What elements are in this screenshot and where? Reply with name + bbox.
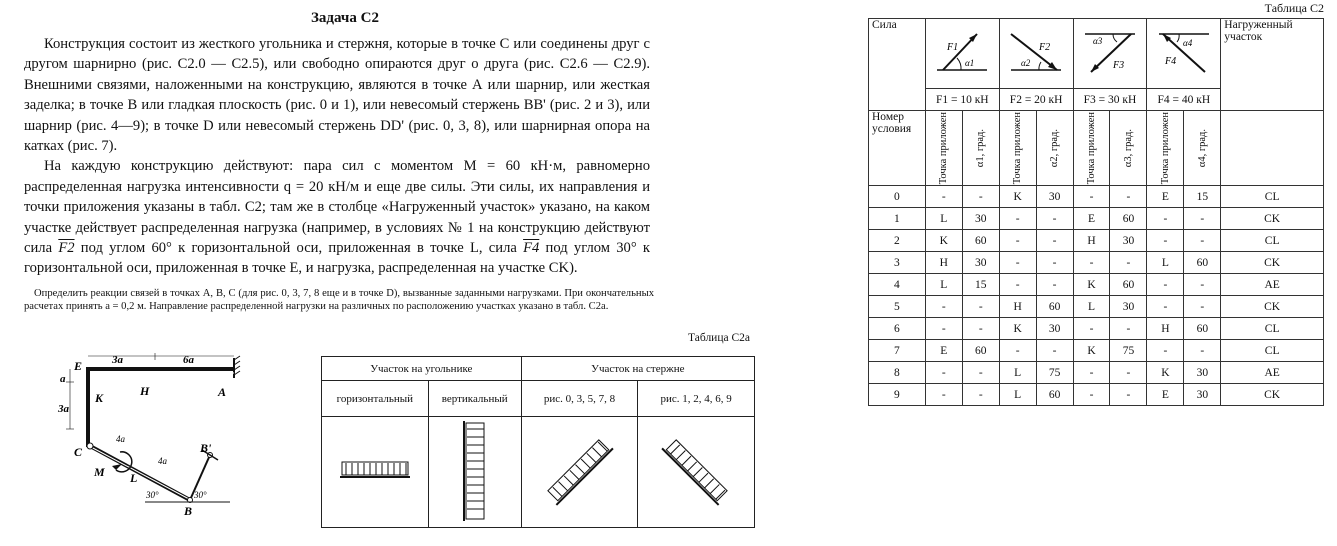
table-row	[869, 362, 1324, 384]
t2-f1-angle-header	[962, 111, 999, 186]
paragraph-2	[24, 156, 650, 278]
table-cell: -	[999, 208, 1036, 230]
t2-f3-angle-header	[1110, 111, 1147, 186]
condition-number-cell: 4	[869, 274, 926, 296]
table-cell: L	[1073, 296, 1110, 318]
fig-dim-3a-vertical: 3a	[58, 403, 69, 415]
table-cell: -	[1110, 252, 1147, 274]
t2a-load-vertical	[428, 417, 521, 528]
table-row	[869, 186, 1324, 208]
table-cell: -	[1036, 340, 1073, 362]
table-cell: -	[1036, 208, 1073, 230]
table-cell: -	[1147, 296, 1184, 318]
table-cell: E	[1147, 384, 1184, 406]
t2-f4-icon-cell	[1147, 19, 1221, 89]
fig-dim-6a: 6a	[183, 354, 194, 366]
table-cell: 75	[1036, 362, 1073, 384]
load-rod-descending-icon	[654, 429, 738, 513]
t2-f2-value: F2 = 20 кН	[999, 89, 1073, 111]
t2-loaded-section-header: Нагруженный участок	[1221, 19, 1324, 111]
table-row	[869, 318, 1324, 340]
a1-icon-label: α1	[965, 58, 975, 68]
table-row	[869, 252, 1324, 274]
f4-icon-label: F4	[1164, 56, 1176, 67]
paragraph-1: Конструкция состоит из жесткого угольника и стержня, которые в точке C или соединены друг с другом шарнирно (рис. С2.0 — С2.5), или свободно опираются друг о друга (рис. С2.6 — С2.9). Внешними связями, наложенными на конструкцию, являются в точке А или шарнир, или жесткая заделка; в точке В или гладкая плоскость (рис. 0 и 1), или невесомый стержень ВВ' (рис. 2 и 3), или шарнир (рис. 4—9); в точке D или невесомый стержень DD' (рис. 0, 3, 8), или шарнирная опора на катках (рис. 7).	[24, 36, 650, 155]
t2a-group-rod: Участок на стержне	[521, 357, 754, 381]
f1-point-label: Точка приложен	[938, 111, 950, 185]
condition-number-cell: 9	[869, 384, 926, 406]
table-cell: -	[1036, 274, 1073, 296]
table-cell: K	[999, 318, 1036, 340]
table-cell: -	[1110, 384, 1147, 406]
fig-dim-4a-2: 4a	[158, 456, 167, 466]
t2-f4-point-header	[1147, 111, 1184, 186]
table-cell: H	[1147, 318, 1184, 340]
table-cell: 60	[1036, 384, 1073, 406]
force-f2-icon	[1005, 28, 1067, 76]
fig-dim-3a-horizontal: 3a	[112, 354, 123, 366]
table-cell: L	[925, 274, 962, 296]
t2-condition-header: Номер условия	[869, 111, 926, 186]
loaded-section-cell: CL	[1221, 230, 1324, 252]
table-cell: K	[1147, 362, 1184, 384]
table-row	[869, 274, 1324, 296]
loaded-section-cell: AE	[1221, 362, 1324, 384]
structure-figure	[50, 352, 260, 520]
fig-label-m: M	[94, 465, 105, 479]
table-cell: L	[999, 362, 1036, 384]
table-cell: -	[925, 384, 962, 406]
table-cell: -	[1147, 208, 1184, 230]
t2a-load-rod-1	[521, 417, 638, 528]
table-cell: 30	[1184, 384, 1221, 406]
t2a-load-rod-2	[638, 417, 755, 528]
table-cell: -	[1110, 362, 1147, 384]
table-row	[869, 340, 1324, 362]
table-row	[869, 208, 1324, 230]
force-f3-icon	[1079, 28, 1141, 76]
condition-number-cell: 2	[869, 230, 926, 252]
fig-label-c: C	[74, 445, 83, 459]
f4-point-label: Точка приложен	[1159, 111, 1171, 185]
table-cell: K	[1073, 340, 1110, 362]
f3-point-label: Точка приложен	[1086, 111, 1098, 185]
table-row	[869, 296, 1324, 318]
table-cell: K	[999, 186, 1036, 208]
t2-f2-icon-cell	[999, 19, 1073, 89]
table-row	[869, 384, 1324, 406]
loaded-section-cell: CK	[1221, 208, 1324, 230]
t2-force-header: Сила	[869, 19, 926, 111]
load-rod-ascending-icon	[537, 429, 621, 513]
table-c2-caption: Таблица С2	[1264, 1, 1324, 15]
table-cell: -	[925, 186, 962, 208]
t2-body	[869, 186, 1324, 406]
fig-label-k: K	[95, 391, 104, 405]
table-cell: -	[962, 296, 999, 318]
table-cell: K	[1073, 274, 1110, 296]
table-cell: -	[962, 384, 999, 406]
table-cell: E	[1147, 186, 1184, 208]
table-cell: 75	[1110, 340, 1147, 362]
force-f2-symbol: F2	[58, 240, 75, 257]
table-cell: -	[962, 362, 999, 384]
f4-angle-label: α4, град.	[1196, 128, 1208, 168]
loaded-section-cell: CK	[1221, 384, 1324, 406]
table-cell: 60	[1036, 296, 1073, 318]
table-cell: -	[962, 318, 999, 340]
table-cell: 60	[1110, 208, 1147, 230]
t2-f1-point-header	[925, 111, 962, 186]
table-cell: -	[1147, 230, 1184, 252]
table-cell: -	[962, 186, 999, 208]
table-cell: -	[1147, 340, 1184, 362]
f3-angle-label: α3, град.	[1122, 128, 1134, 168]
table-cell: 30	[1110, 230, 1147, 252]
condition-number-cell: 1	[869, 208, 926, 230]
table-cell: -	[999, 252, 1036, 274]
t2a-group-angle: Участок на угольнике	[322, 357, 522, 381]
fig-label-e: E	[74, 359, 83, 373]
problem-title: Задача С2	[311, 10, 379, 26]
fig-label-b: B	[184, 504, 193, 518]
condition-number-cell: 8	[869, 362, 926, 384]
table-cell: 30	[1184, 362, 1221, 384]
table-cell: -	[999, 230, 1036, 252]
problem-text	[24, 34, 650, 279]
table-cell: H	[925, 252, 962, 274]
table-cell: -	[1184, 230, 1221, 252]
a4-icon-label: α4	[1182, 38, 1193, 48]
condition-number-cell: 0	[869, 186, 926, 208]
loaded-section-cell: CK	[1221, 296, 1324, 318]
table-cell: 60	[962, 340, 999, 362]
table-cell: L	[1147, 252, 1184, 274]
loaded-section-cell: CL	[1221, 318, 1324, 340]
t2a-col-vertical: вертикальный	[428, 381, 521, 417]
table-cell: -	[1073, 362, 1110, 384]
task-instructions	[24, 287, 654, 313]
a3-icon-label: α3	[1092, 36, 1103, 46]
force-f4-symbol: F4	[523, 240, 540, 257]
t2-f1-value: F1 = 10 кН	[925, 89, 999, 111]
fig-label-b-prime: B'	[200, 441, 212, 455]
t2-f3-point-header	[1073, 111, 1110, 186]
t2-f3-icon-cell	[1073, 19, 1147, 89]
table-cell: -	[1184, 208, 1221, 230]
table-cell: -	[1073, 252, 1110, 274]
table-c2a-caption: Таблица С2а	[688, 332, 750, 344]
table-cell: 60	[962, 230, 999, 252]
t2-f1-icon-cell	[925, 19, 999, 89]
fig-label-h: H	[140, 384, 150, 398]
table-cell: -	[1036, 230, 1073, 252]
table-cell: E	[925, 340, 962, 362]
t2a-load-horizontal	[322, 417, 429, 528]
table-cell: K	[925, 230, 962, 252]
table-cell: -	[1110, 318, 1147, 340]
load-vertical-icon	[460, 421, 490, 521]
table-cell: 30	[962, 208, 999, 230]
table-cell: L	[999, 384, 1036, 406]
f2-icon-label: F2	[1039, 42, 1051, 53]
force-f4-icon	[1153, 28, 1215, 76]
table-cell: -	[1073, 384, 1110, 406]
table-cell: -	[999, 340, 1036, 362]
table-cell: -	[1110, 186, 1147, 208]
fig-dim-4a-1: 4a	[116, 434, 125, 444]
table-cell: 60	[1184, 252, 1221, 274]
fig-label-a: A	[218, 385, 227, 399]
instructions-text: Определить реакции связей в точках A, B, C (для рис. 0, 3, 7, 8 еще и в точке D), вызванные заданными нагрузками. При окончательных расчетах принять a = 0,2 м. Направление распределенной нагрузки на различных по расположению участках указано в табл. С2а.	[24, 288, 654, 312]
table-row	[869, 230, 1324, 252]
f1-icon-label: F1	[947, 42, 959, 53]
t2a-col-horizontal: горизонтальный	[322, 381, 429, 417]
loaded-section-cell: CL	[1221, 340, 1324, 362]
t2-f4-value: F4 = 40 кН	[1147, 89, 1221, 111]
condition-number-cell: 6	[869, 318, 926, 340]
fig-angle-30-left: 30°	[146, 490, 159, 500]
paragraph-2-part-1: На каждую конструкцию действуют: пара сил с моментом M = 60 кН·м, равномерно распределенная нагрузка интенсивности q = 20 кН/м и еще две силы. Эти силы, их направления и точки приложения указаны в табл. С2; там же в столбце «Нагруженный участок» указано, на каком участке действует распределенная нагрузка (например, в условиях № 1 на конструкцию действуют сила	[24, 158, 650, 257]
table-cell: -	[1184, 274, 1221, 296]
f2-angle-label: α2, град.	[1049, 128, 1061, 168]
table-cell: 60	[1110, 274, 1147, 296]
table-c2	[868, 18, 1324, 406]
table-cell: 30	[962, 252, 999, 274]
table-cell: -	[1184, 296, 1221, 318]
f2-point-label: Точка приложен	[1012, 111, 1024, 185]
table-cell: 60	[1184, 318, 1221, 340]
table-cell: -	[925, 318, 962, 340]
t2-f3-value: F3 = 30 кН	[1073, 89, 1147, 111]
table-cell: L	[925, 208, 962, 230]
table-cell: -	[1184, 340, 1221, 362]
table-cell: E	[1073, 208, 1110, 230]
f3-icon-label: F3	[1112, 60, 1125, 71]
fig-label-l: L	[130, 471, 138, 485]
paragraph-2-part-2: под углом 60° к горизонтальной оси, приложенная в точке L, сила	[80, 240, 517, 257]
load-horizontal-icon	[340, 459, 410, 483]
table-cell: H	[1073, 230, 1110, 252]
condition-number-cell: 3	[869, 252, 926, 274]
table-cell: 15	[1184, 186, 1221, 208]
table-cell: 30	[1036, 318, 1073, 340]
fig-angle-30-right: 30°	[194, 490, 207, 500]
table-cell: -	[1073, 318, 1110, 340]
loaded-section-cell: AE	[1221, 274, 1324, 296]
t2-empty-header-cell	[1221, 111, 1324, 186]
condition-number-cell: 5	[869, 296, 926, 318]
fig-dim-a: a	[60, 373, 66, 385]
f1-angle-label: α1, град.	[975, 128, 987, 168]
a2-icon-label: α2	[1021, 58, 1031, 68]
t2a-col-rod-set-1: рис. 0, 3, 5, 7, 8	[521, 381, 638, 417]
table-cell: 15	[962, 274, 999, 296]
table-cell: -	[999, 274, 1036, 296]
t2-f2-angle-header	[1036, 111, 1073, 186]
t2a-col-rod-set-2: рис. 1, 2, 4, 6, 9	[638, 381, 755, 417]
table-cell: -	[1036, 252, 1073, 274]
force-f1-icon	[931, 28, 993, 76]
table-cell: -	[1073, 186, 1110, 208]
t2-f4-angle-header	[1184, 111, 1221, 186]
loaded-section-cell: CK	[1221, 252, 1324, 274]
table-cell: 30	[1036, 186, 1073, 208]
t2-f2-point-header	[999, 111, 1036, 186]
table-cell: -	[925, 362, 962, 384]
table-cell: 30	[1110, 296, 1147, 318]
table-c2a	[321, 356, 755, 528]
table-cell: -	[925, 296, 962, 318]
paragraph-2-part-3: под углом 30° к горизонтальной оси, приложенная в точке E, и нагрузка, распределенная на участке CK).	[24, 240, 650, 277]
table-cell: H	[999, 296, 1036, 318]
condition-number-cell: 7	[869, 340, 926, 362]
loaded-section-cell: CL	[1221, 186, 1324, 208]
table-cell: -	[1147, 274, 1184, 296]
